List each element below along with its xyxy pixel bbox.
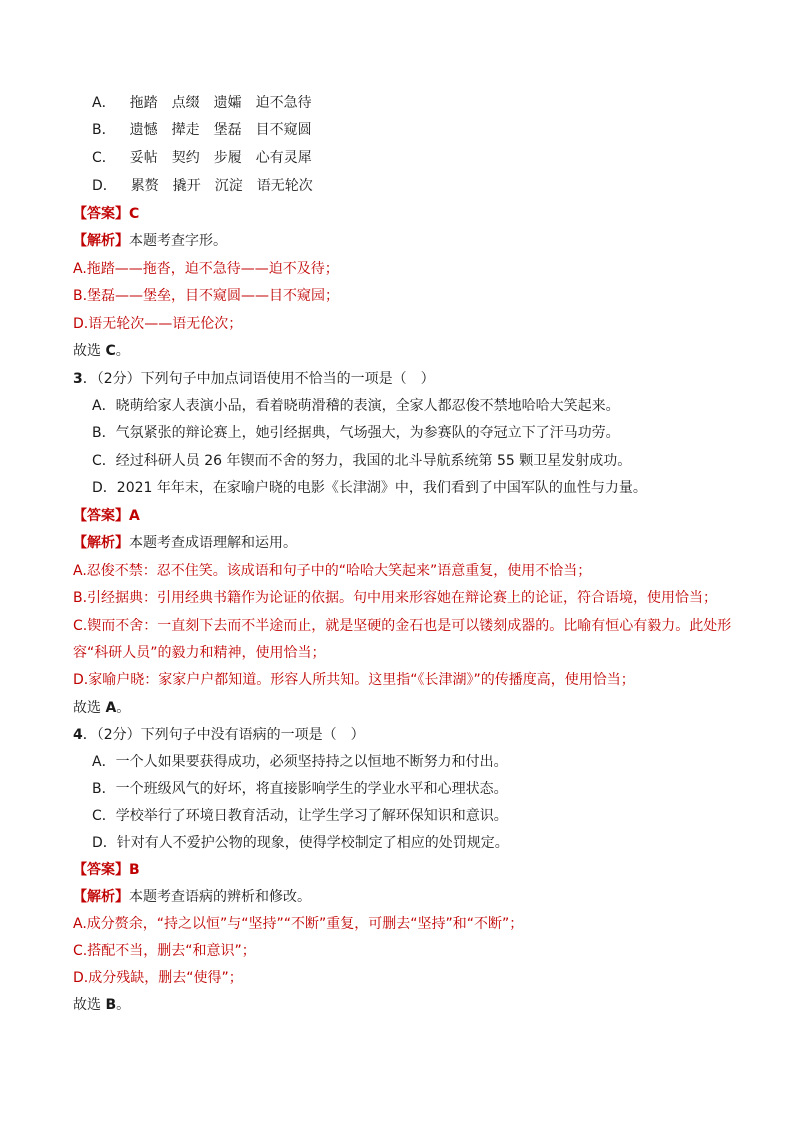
- q4-note: D.成分残缺，删去“使得”；: [73, 970, 243, 986]
- q4-conclusion: 故选 B。: [73, 997, 131, 1013]
- q2-option-b: B． 遗憾 撵走 堡磊 目不窥圆: [92, 122, 312, 138]
- q2-answer: 【答案】C: [73, 206, 140, 222]
- q3-note: A.忍俊不禁：忍不住笑。该成语和句子中的“哈哈大笑起来”语意重复，使用不恰当；: [73, 563, 592, 579]
- q4-stem: 4．（2分）下列句子中没有语病的一项是（ ）: [73, 727, 365, 743]
- q4-option-c: C．学校举行了环境日教育活动，让学生学习了解环保知识和意识。: [92, 808, 508, 824]
- q2-option-d: D． 累赘 撬开 沉淀 语无轮次: [92, 178, 313, 194]
- q2-option-c: C． 妥帖 契约 步履 心有灵犀: [92, 150, 312, 166]
- q2-conclusion: 故选 C。: [73, 343, 130, 359]
- q3-analysis: 【解析】本题考查成语理解和运用。: [73, 535, 297, 551]
- q3-option-b: B．气氛紧张的辩论赛上，她引经据典，气场强大，为参赛队的夺冠立下了汗马功劳。: [92, 425, 620, 441]
- q3-option-d: D．2021 年年末，在家喻户晓的电影《长津湖》中，我们看到了中国军队的血性与力量。: [92, 480, 647, 496]
- q4-analysis: 【解析】本题考查语病的辨析和修改。: [73, 889, 311, 905]
- q2-note: D.语无轮次——语无伦次；: [73, 316, 243, 332]
- q4-option-d: D．针对有人不爱护公物的现象，使得学校制定了相应的处罚规定。: [92, 835, 509, 851]
- q3-conclusion: 故选 A。: [73, 700, 131, 716]
- q3-note: 容“科研人员”的毅力和精神，使用恰当；: [73, 645, 326, 661]
- q3-option-c: C．经过科研人员 26 年锲而不舍的努力，我国的北斗导航系统第 55 颗卫星发射成功。: [92, 453, 632, 469]
- q2-option-a: A． 拖踏 点缀 遗孀 迫不急待: [92, 95, 312, 111]
- q2-note: A.拖踏——拖沓，迫不急待——迫不及待；: [73, 261, 339, 277]
- q3-note: D.家喻户晓：家家户户都知道。形容人所共知。这里指“《长津湖》”的传播度高，使用恰当；: [73, 672, 635, 688]
- q2-analysis: 【解析】本题考查字形。: [73, 233, 227, 249]
- q3-answer: 【答案】A: [73, 508, 140, 524]
- q3-note: B.引经据典：引用经典书籍作为论证的依据。句中用来形容她在辩论赛上的论证，符合语境，使用恰当；: [73, 590, 718, 606]
- q3-note: C.锲而不舍：一直刻下去而不半途而止，就是坚硬的金石也是可以镂刻成器的。比喻有恒心有毅力。此处形: [73, 618, 732, 634]
- q4-answer: 【答案】B: [73, 862, 140, 878]
- q2-note: B.堡磊——堡垒，目不窥圆——目不窥园；: [73, 288, 340, 304]
- q4-option-b: B．一个班级风气的好坏，将直接影响学生的学业水平和心理状态。: [92, 781, 508, 797]
- q4-note: C.搭配不当，删去“和意识”；: [73, 943, 256, 959]
- q3-stem: 3．（2分）下列句子中加点词语使用不恰当的一项是（ ）: [73, 371, 435, 387]
- q4-note: A.成分赘余，“持之以恒”与“坚持”“不断”重复，可删去“坚持”和“不断”；: [73, 916, 524, 932]
- q3-option-a: A．晓萌给家人表演小品，看着晓萌滑稽的表演，全家人都忍俊不禁地哈哈大笑起来。: [92, 398, 620, 414]
- q4-option-a: A．一个人如果要获得成功，必须坚持持之以恒地不断努力和付出。: [92, 754, 508, 770]
